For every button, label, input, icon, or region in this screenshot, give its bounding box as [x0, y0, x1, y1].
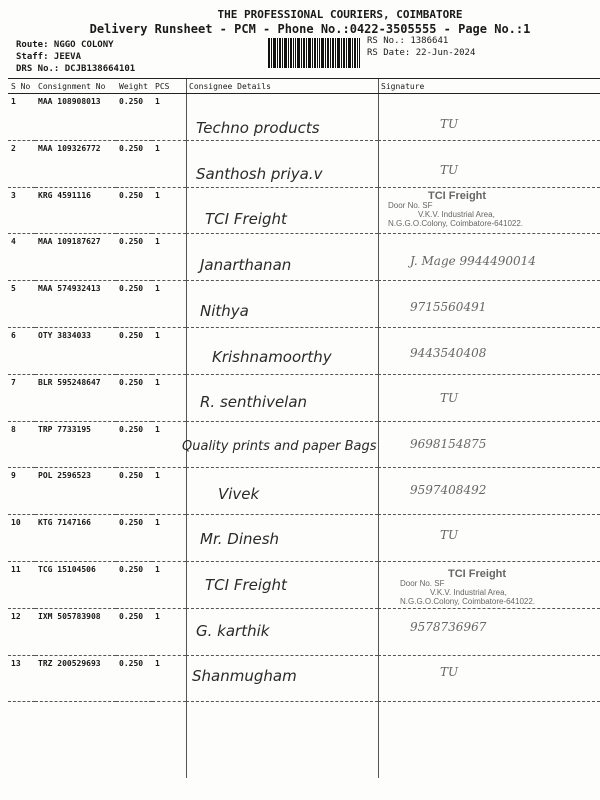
pcs-count: 1 — [152, 281, 186, 328]
route-label: Route: NGGO COLONY — [16, 40, 114, 50]
consignee-name-handwritten: G. karthik — [196, 621, 270, 640]
consignment-no: POL 2596523 — [35, 468, 116, 515]
signature-handwritten: 9715560491 — [410, 299, 487, 314]
pcs-count: 1 — [152, 655, 186, 702]
signature-cell — [378, 515, 600, 562]
consignee-name-handwritten: Techno products — [196, 119, 320, 137]
col-header-sno: S No — [8, 79, 35, 94]
row-sno: 13 — [8, 655, 35, 702]
consignment-no: MAA 109187627 — [35, 234, 116, 281]
signature-handwritten: 9578736967 — [410, 619, 487, 634]
pcs-count: 1 — [152, 374, 186, 421]
row-sno: 7 — [8, 374, 35, 421]
runsheet-subtitle: Delivery Runsheet - PCM - Phone No.:0422-3505555 - Page No.:1 — [89, 22, 531, 36]
pcs-count: 1 — [152, 94, 186, 141]
consignee-name-handwritten: Krishnamoorthy — [212, 347, 332, 366]
weight: 0.250 — [116, 140, 152, 187]
col-header-signature: Signature — [378, 79, 600, 94]
signature-handwritten: TU — [440, 665, 459, 680]
consignment-no: OTY 3834033 — [35, 327, 116, 374]
weight: 0.250 — [116, 187, 152, 234]
staff-label: Staff: JEEVA — [16, 52, 82, 62]
pcs-count: 1 — [152, 327, 186, 374]
consignee-name-handwritten: Santhosh priya.v — [196, 164, 323, 183]
signature-handwritten: 9443540408 — [410, 345, 487, 360]
barcode-image — [268, 38, 360, 68]
pcs-count: 1 — [152, 140, 186, 187]
weight: 0.250 — [116, 421, 152, 468]
consignment-no: MAA 109326772 — [35, 140, 116, 187]
consignee-name-handwritten: R. senthivelan — [200, 393, 308, 412]
signature-handwritten: TU — [440, 162, 459, 177]
consignee-name-handwritten: Janarthanan — [200, 256, 292, 275]
row-sno: 6 — [8, 327, 35, 374]
consignment-no: KRG 4591116 — [35, 187, 116, 234]
consignee-name-handwritten: Shanmugham — [192, 667, 297, 686]
row-sno: 12 — [8, 608, 35, 655]
row-sno: 9 — [8, 468, 35, 515]
consignment-no: TRP 7733195 — [35, 421, 116, 468]
weight: 0.250 — [116, 608, 152, 655]
company-stamp: TCI Freight Door No. SF V.K.V. Industrial Area, N.G.G.O.Colony, Coimbatore-641022. — [388, 190, 524, 228]
col-header-pcs: PCS — [152, 79, 186, 94]
weight: 0.250 — [116, 561, 152, 608]
signature-handwritten: TU — [440, 117, 459, 131]
col-header-consignment: Consignment No — [35, 79, 116, 94]
col-header-weight: Weight — [116, 79, 152, 94]
weight: 0.250 — [116, 468, 152, 515]
signature-cell — [378, 94, 600, 141]
weight: 0.250 — [116, 234, 152, 281]
consignment-no: TRZ 200529693 — [35, 655, 116, 702]
signature-handwritten: 9698154875 — [410, 436, 487, 451]
consignee-name-handwritten: Vivek — [218, 484, 260, 503]
consignment-no: KTG 7147166 — [35, 515, 116, 562]
consignee-name-handwritten: Mr. Dinesh — [200, 530, 280, 549]
consignment-no: MAA 574932413 — [35, 281, 116, 328]
pcs-count: 1 — [152, 608, 186, 655]
consignee-name-handwritten: Quality prints and paper Bags — [182, 438, 377, 454]
row-sno: 4 — [8, 234, 35, 281]
company-title: THE PROFESSIONAL COURIERS, COIMBATORE — [217, 8, 463, 21]
pcs-count: 1 — [152, 515, 186, 562]
consignment-no: TCG 15104506 — [35, 561, 116, 608]
table-row — [8, 515, 600, 562]
signature-cell — [378, 140, 600, 187]
table-header-row — [8, 79, 600, 94]
weight: 0.250 — [116, 94, 152, 141]
table-row — [8, 468, 600, 515]
consignment-no: MAA 108908013 — [35, 94, 116, 141]
weight: 0.250 — [116, 515, 152, 562]
pcs-count: 1 — [152, 468, 186, 515]
col-header-consignee: Consignee Details — [186, 79, 378, 94]
row-sno: 10 — [8, 515, 35, 562]
row-sno: 1 — [8, 94, 35, 141]
weight: 0.250 — [116, 655, 152, 702]
signature-cell — [378, 655, 600, 702]
pcs-count: 1 — [152, 561, 186, 608]
signature-handwritten: 9597408492 — [410, 482, 487, 497]
signature-handwritten: TU — [440, 391, 459, 406]
table-row — [8, 281, 600, 328]
row-sno: 3 — [8, 187, 35, 234]
table-row — [8, 655, 600, 702]
consignee-cell — [186, 468, 378, 515]
rs-date: RS Date: 22-Jun-2024 — [367, 48, 476, 58]
consignee-name-handwritten: TCI Freight — [205, 576, 287, 594]
consignee-name-handwritten: Nithya — [200, 301, 249, 320]
row-sno: 2 — [8, 140, 35, 187]
weight: 0.250 — [116, 281, 152, 328]
rs-number: RS No.: 1386641 — [367, 36, 449, 46]
row-sno: 8 — [8, 421, 35, 468]
weight: 0.250 — [116, 327, 152, 374]
row-sno: 5 — [8, 281, 35, 328]
pcs-count: 1 — [152, 187, 186, 234]
table-row — [8, 608, 600, 655]
pcs-count: 1 — [152, 421, 186, 468]
drs-number: DRS No.: DCJB138664101 — [16, 64, 136, 74]
signature-cell — [378, 374, 600, 421]
signature-handwritten: J. Mage 9944490014 — [410, 254, 536, 269]
row-sno: 11 — [8, 561, 35, 608]
pcs-count: 1 — [152, 234, 186, 281]
weight: 0.250 — [116, 374, 152, 421]
company-stamp: TCI Freight Door No. SF V.K.V. Industrial Area, N.G.G.O.Colony, Coimbatore-641022. — [400, 568, 536, 606]
signature-handwritten: TU — [440, 528, 459, 543]
consignment-no: IXM 505783908 — [35, 608, 116, 655]
consignee-name-handwritten: TCI Freight — [205, 210, 287, 229]
consignment-no: BLR 595248647 — [35, 374, 116, 421]
